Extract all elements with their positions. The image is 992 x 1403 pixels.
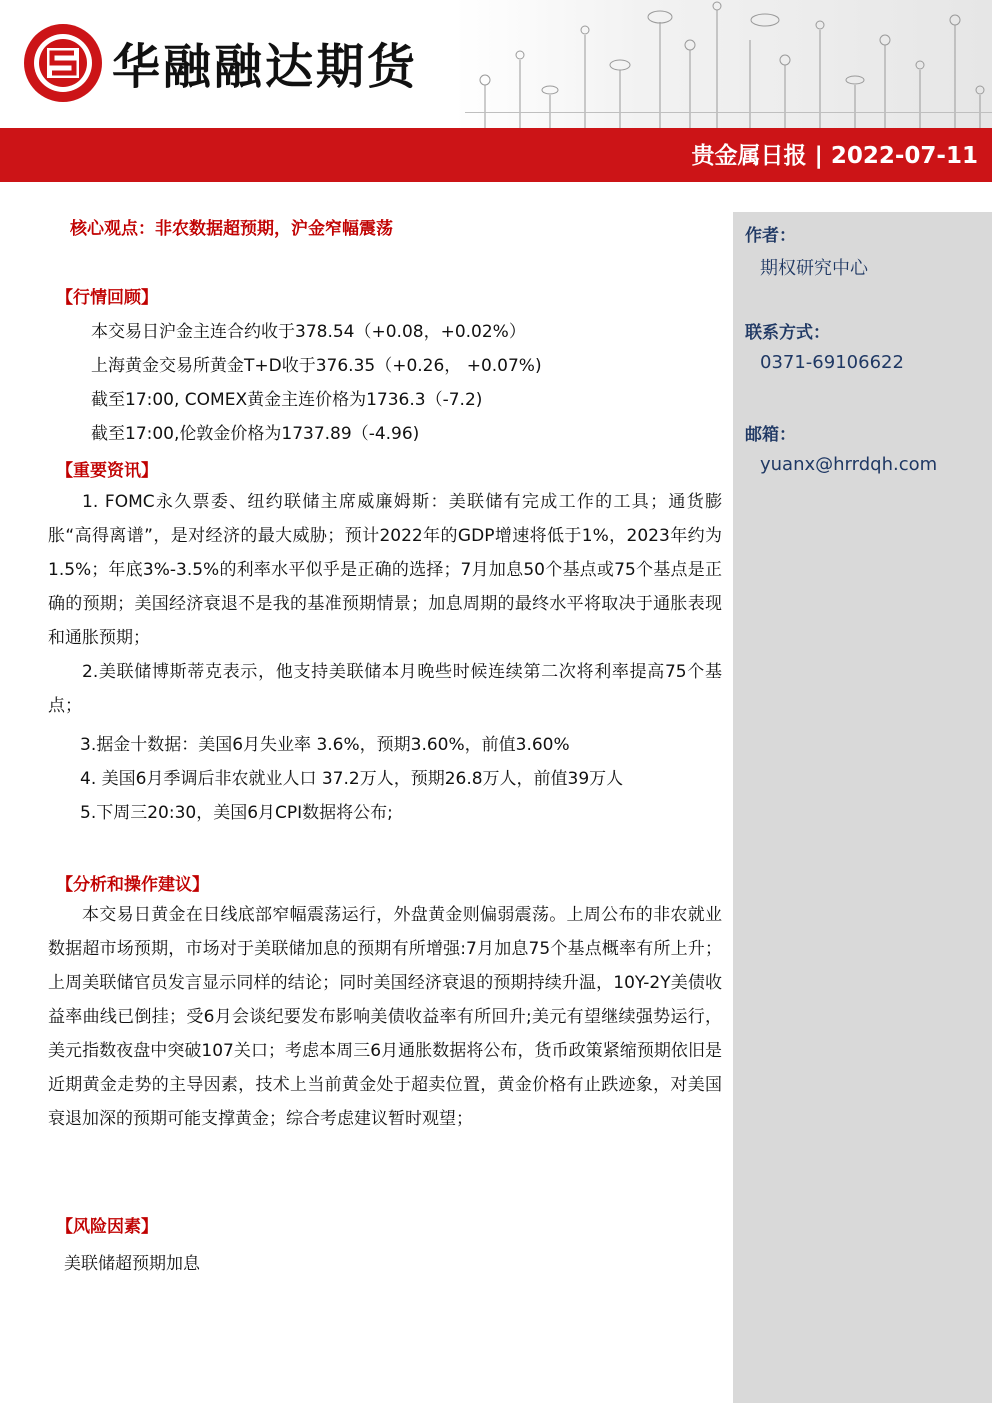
analysis-heading: 【分析和操作建议】 (56, 875, 209, 895)
sidebar-panel (733, 212, 992, 1403)
author-value: 期权研究中心 (760, 258, 868, 279)
email-label: 邮箱： (745, 425, 796, 445)
risk-text: 美联储超预期加息 (64, 1254, 200, 1274)
core-view-title: 核心观点：非农数据超预期，沪金窄幅震荡 (70, 219, 393, 239)
risk-heading: 【风险因素】 (56, 1217, 158, 1237)
contact-label: 联系方式： (745, 323, 830, 343)
market-review-line: 上海黄金交易所黄金T+D收于376.35（+0.26， +0.07%) (91, 356, 542, 376)
news-item-1: 1. FOMC永久票委、纽约联储主席威廉姆斯：美联储有完成工作的工具；通货膨胀“高得离谱”，是对经济的最大威胁；预计2022年的GDP增速将低于1%，2023年约为1.5%；年底3%-3.5%的利率水平似乎是正确的选择；7月加息50个基点或75个基点是正确的预期；美国经济衰退不是我的基准预期情景；加息周期的最终水平将取决于通胀表现和通胀预期； (48, 492, 722, 648)
decorative-circuit-graphic (455, 0, 992, 128)
brand-name: 华融融达期货 (112, 39, 419, 95)
important-news-heading: 【重要资讯】 (56, 461, 158, 481)
market-review-line: 截至17:00, COMEX黄金主连价格为1736.3（-7.2) (91, 390, 483, 410)
news-item-3: 3.据金十数据：美国6月失业率 3.6%，预期3.60%，前值3.60% (80, 735, 570, 755)
market-review-line: 本交易日沪金主连合约收于378.54（+0.08，+0.02%） (91, 322, 526, 342)
contact-phone: 0371-69106622 (760, 352, 904, 373)
report-title: 贵金属日报 | 2022-07-11 (691, 143, 978, 169)
page-header (0, 0, 992, 128)
news-item-2: 2.美联储博斯蒂克表示，他支持美联储本月晚些时候连续第二次将利率提高75个基点； (48, 662, 722, 716)
news-item-5: 5.下周三20:30，美国6月CPI数据将公布; (80, 803, 393, 823)
author-label: 作者： (745, 226, 796, 246)
analysis-text: 本交易日黄金在日线底部窄幅震荡运行，外盘黄金则偏弱震荡。上周公布的非农就业数据超市场预期，市场对于美联储加息的预期有所增强:7月加息75个基点概率有所上升；上周美联储官员发言显示同样的结论；同时美国经济衰退的预期持续升温，10Y-2Y美债收益率曲线已倒挂；受6月会谈纪要发布影响美债收益率有所回升;美元有望继续强势运行，美元指数夜盘中突破107关口；考虑本周三6月通胀数据将公布，货币政策紧缩预期依旧是近期黄金走势的主导因素，技术上当前黄金处于超卖位置，黄金价格有止跌迹象，对美国衰退加深的预期可能支撑黄金；综合考虑建议暂时观望； (48, 905, 722, 1129)
news-item-4: 4. 美国6月季调后非农就业人口 37.2万人，预期26.8万人，前值39万人 (80, 769, 624, 789)
company-logo-icon (22, 22, 104, 104)
email-value[interactable]: yuanx@hrrdqh.com (760, 454, 938, 475)
market-review-heading: 【行情回顾】 (56, 288, 158, 308)
market-review-line: 截至17:00,伦敦金价格为1737.89（-4.96) (91, 424, 420, 444)
